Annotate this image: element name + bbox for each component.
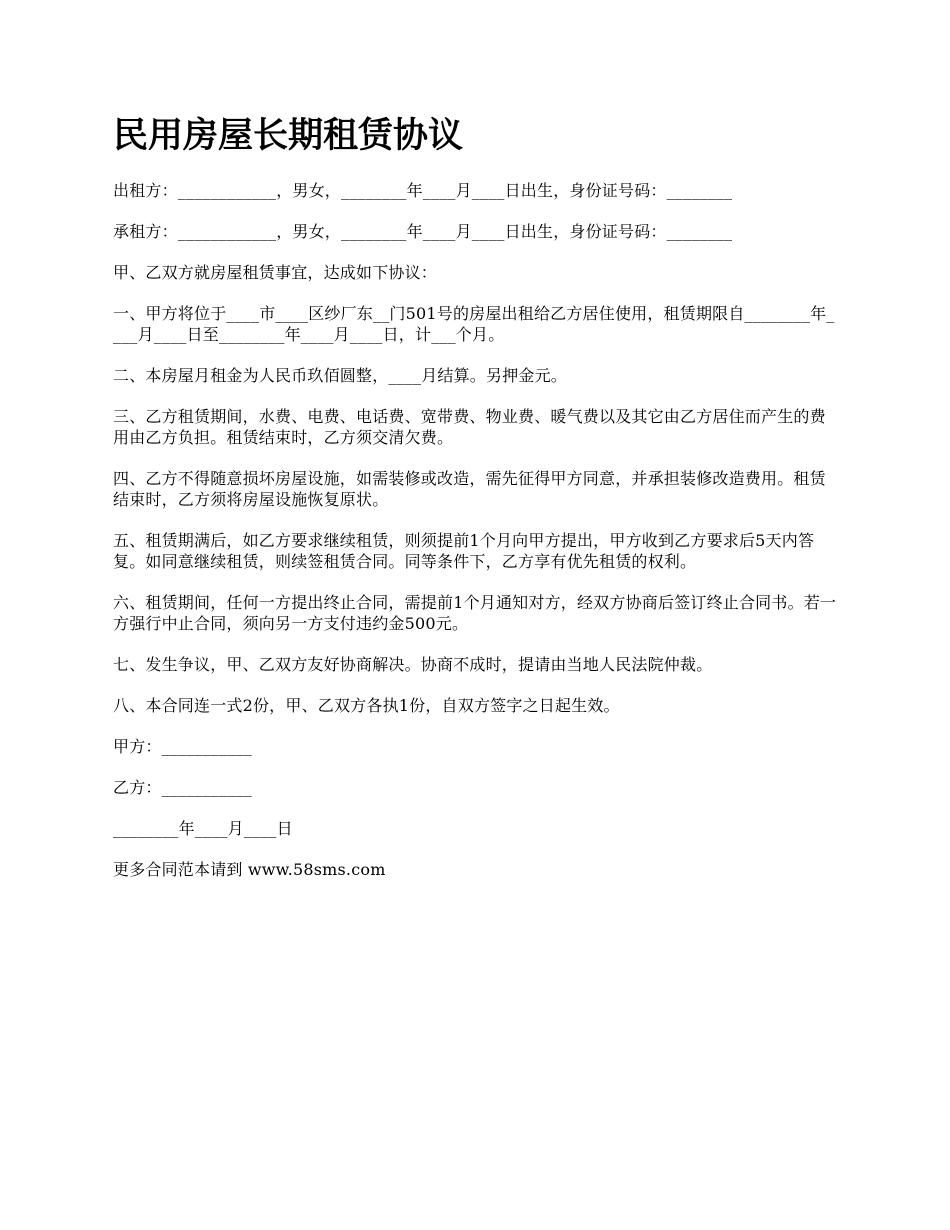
signing-date: ________年____月____日 xyxy=(113,819,293,838)
clause-5-renewal: 五、租赁期满后，如乙方要求继续租赁，则须提前1个月向甲方提出，甲方收到乙方要求后5天内答复。如同意继续租赁，则续签租赁合同。同等条件下，乙方享有优先租赁的权利。 xyxy=(113,531,815,571)
clause-6-termination: 六、租赁期间，任何一方提出终止合同，需提前1个月通知对方，经双方协商后签订终止合同书。若一方强行中止合同，须向另一方支付违约金500元。 xyxy=(113,593,837,633)
lessor-info: 出租方：____________，男女，________年____月____日出生，身份证号码：________ xyxy=(113,181,733,200)
document-body xyxy=(113,180,840,900)
party-a-signature: 甲方：___________ xyxy=(113,737,252,756)
clause-3-expenses: 三、乙方租赁期间，水费、电费、电话费、宽带费、物业费、暖气费以及其它由乙方居住而产生的费用由乙方负担。租赁结束时，乙方须交清欠费。 xyxy=(113,407,826,447)
clause-1-property-term: 一、甲方将位于____市____区纱厂东__门501号的房屋出租给乙方居住使用，租赁期限自________年____月____日至________年____月____日，计___个月。 xyxy=(113,304,835,344)
clause-8-copies: 八、本合同连一式2份，甲、乙双方各执1份，自双方签字之日起生效。 xyxy=(113,696,620,715)
clause-7-disputes: 七、发生争议，甲、乙双方友好协商解决。协商不成时，提请由当地人民法院仲裁。 xyxy=(113,655,713,674)
document-title: 民用房屋长期租赁协议 xyxy=(113,116,464,156)
lessee-info: 承租方：____________，男女，________年____月____日出生，身份证号码：________ xyxy=(113,222,733,241)
party-b-signature: 乙方：___________ xyxy=(113,778,252,797)
agreement-intro: 甲、乙双方就房屋租赁事宜，达成如下协议： xyxy=(113,263,438,282)
footer-website-note: 更多合同范本请到 www.58sms.com xyxy=(113,860,386,879)
clause-4-facilities: 四、乙方不得随意损坏房屋设施，如需装修或改造，需先征得甲方同意，并承担装修改造费用。租赁结束时，乙方须将房屋设施恢复原状。 xyxy=(113,469,826,509)
clause-2-rent: 二、本房屋月租金为人民币玖佰圆整，____月结算。另押金元。 xyxy=(113,366,568,385)
